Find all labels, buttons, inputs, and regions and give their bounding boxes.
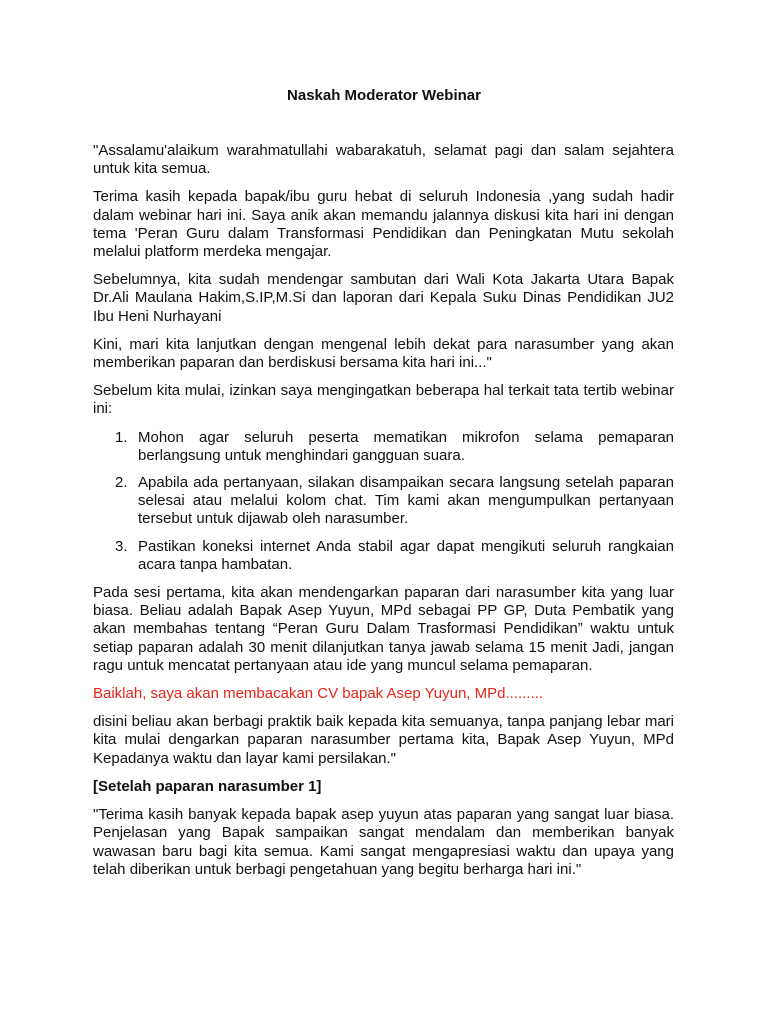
document-title: Naskah Moderator Webinar xyxy=(287,87,481,104)
closing-paragraph: "Terima kasih banyak kepada bapak asep yuyun atas paparan yang sangat luar biasa. Penjelasan yang Bapak sampaikan sangat mendalam dan memberikan banyak wawasan baru bagi kita semua. Kami sangat mengapresiasi waktu dan upaya yang telah diberikan untuk berbagi pengetahuan yang begitu berharga hari ini." xyxy=(93,806,674,878)
section-heading: [Setelah paparan narasumber 1] xyxy=(93,777,322,795)
after-cv-paragraph: disini beliau akan berbagi praktik baik kepada kita semuanya, tanpa panjang lebar mari kita mulai dengarkan paparan narasumber pertama kita, Bapak Asep Yuyun, MPd Kepadanya waktu dan layar kami persilakan." xyxy=(93,713,674,767)
list-number: 1. xyxy=(115,428,128,446)
list-number: 2. xyxy=(115,474,128,492)
welcome-paragraph: Terima kasih kepada bapak/ibu guru hebat di seluruh Indonesia ,yang sudah hadir dalam webinar hari ini. Saya anik akan memandu jalannya diskusi kita hari ini dengan tema 'Peran Guru dalam Transformasi Pendidikan dan Peningkatan Mutu sekolah melalui platform merdeka mengajar. xyxy=(93,188,674,261)
introduction-paragraph: Kini, mari kita lanjutkan dengan mengenal lebih dekat para narasumber yang akan memberikan paparan dan berdiskusi bersama kita hari ini..." xyxy=(93,335,674,372)
list-item xyxy=(93,474,674,529)
list-item xyxy=(93,538,674,574)
list-item-text: Mohon agar seluruh peserta mematikan mikrofon selama pemaparan berlangsung untuk menghindari gangguan suara. xyxy=(138,428,674,464)
greeting-paragraph: "Assalamu'alaikum warahmatullahi wabarakatuh, selamat pagi dan salam sejahtera untuk kita semua. xyxy=(93,142,674,178)
rules-intro-paragraph: Sebelum kita mulai, izinkan saya mengingatkan beberapa hal terkait tata tertib webinar ini: xyxy=(93,382,674,418)
document-body xyxy=(93,142,674,889)
list-item-text: Apabila ada pertanyaan, silakan disampaikan secara langsung setelah paparan selesai atau melalui kolom chat. Tim kami akan mengumpulkan pertanyaan tersebut untuk dijawab oleh narasumber. xyxy=(138,474,674,528)
list-item-text: Pastikan koneksi internet Anda stabil agar dapat mengikuti seluruh rangkaian acara tanpa hambatan. xyxy=(138,537,674,573)
list-number: 3. xyxy=(115,537,128,555)
previous-speakers-paragraph: Sebelumnya, kita sudah mendengar sambutan dari Wali Kota Jakarta Utara Bapak Dr.Ali Maulana Hakim,S.IP,M.Si dan laporan dari Kepala Suku Dinas Pendidikan JU2 Ibu Heni Nurhayani xyxy=(93,271,674,325)
cv-note: Baiklah, saya akan membacakan CV bapak Asep Yuyun, MPd......... xyxy=(93,685,543,703)
rules-list xyxy=(93,429,674,574)
session-paragraph: Pada sesi pertama, kita akan mendengarkan paparan dari narasumber kita yang luar biasa. Beliau adalah Bapak Asep Yuyun, MPd sebagai PP GP, Duta Pembatik yang akan membahas tentang “Peran Guru Dalam Trasformasi Pendidikan” waktu untuk setiap paparan adalah 30 menit dilanjutkan tanya jawab selama 15 menit Jadi, jangan ragu untuk mencatat pertanyaan atau ide yang muncul selama pemaparan. xyxy=(93,584,674,674)
list-item xyxy=(93,429,674,465)
